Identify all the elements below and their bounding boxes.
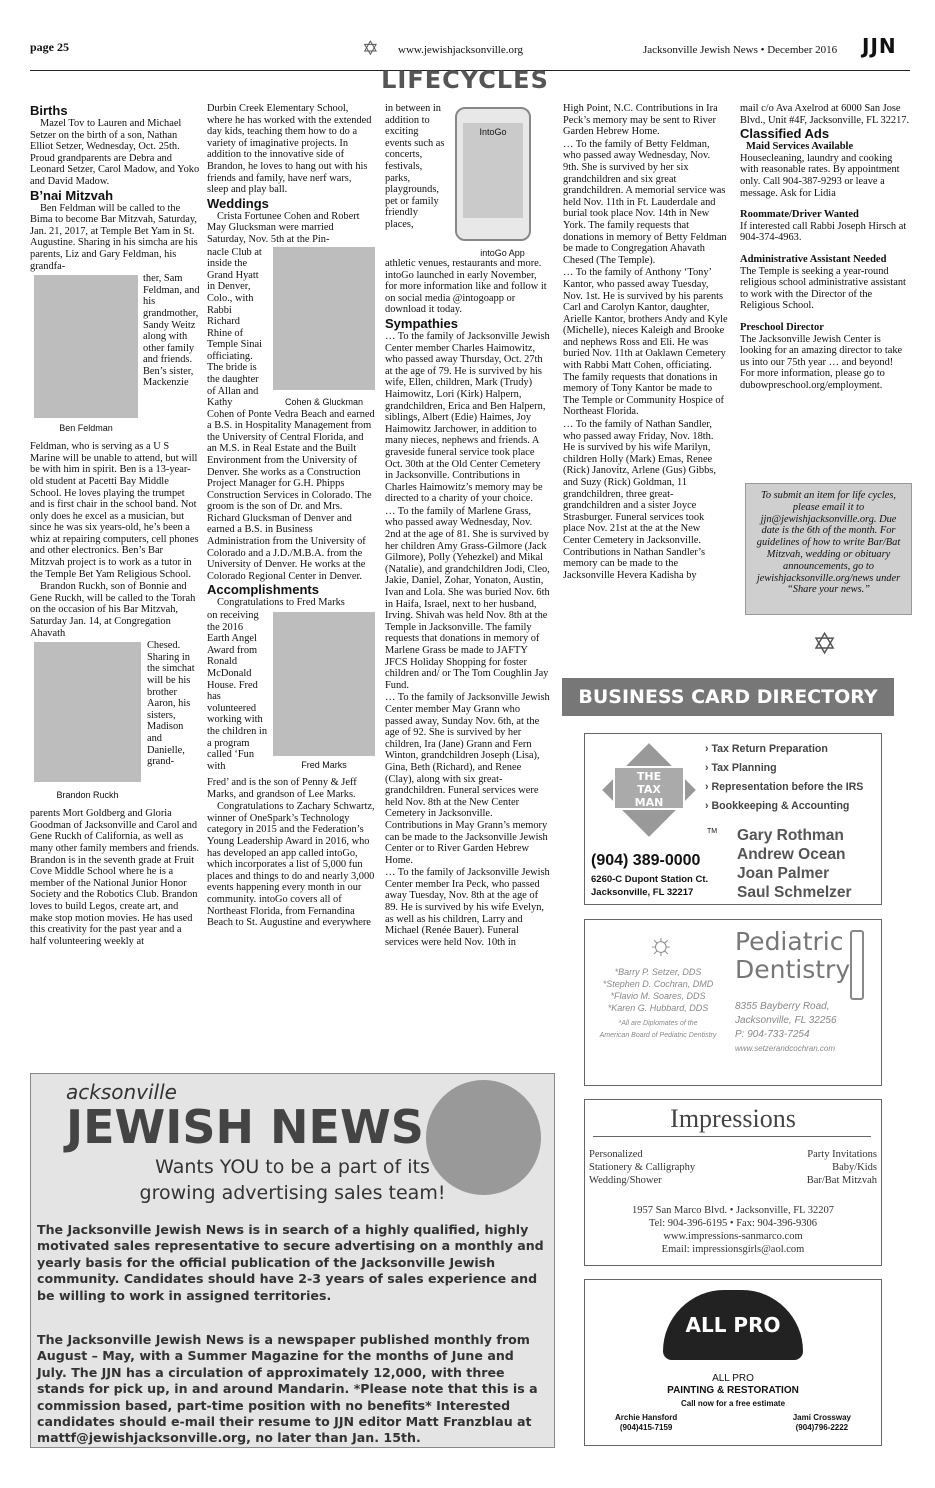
dentist-list — [589, 966, 727, 1042]
contact-name: Jami Crossway — [792, 1413, 851, 1422]
dentist-phone: P: 904-733-7254 — [735, 1029, 810, 1040]
impressions-card[interactable] — [584, 1099, 882, 1266]
ben-photo-block — [30, 273, 200, 441]
sympathy-grass: … To the family of Marlene Grass, who passed away Wednesday, Nov. 2nd at the age of 81. She is survived by her children Amy Grass-Gilmore (Jack Gilmore), Polly (Yehezkel) and Mikal (Natalie), and grandchildren Jodi, Cleo, Jakie, Daniel, Zohar, Yonaton, Austin, Ivan and Lola. She was buried Nov. 6th in Haifa, Israel, next to her husband, Irving. Shivah was held Nov. 8th at the Temple in Jacksonville. The family requests that donations in memory of Marlene Grass be made to JAFTY JFCS Holiday Shopping for foster children and/ or The Tom Coughlin Jay Fund. — [385, 505, 550, 691]
dentist-address-2: Jacksonville, FL 32256 — [735, 1015, 837, 1026]
impressions-title: Impressions — [670, 1104, 796, 1133]
brandon-continued: Durbin Creek Elementary School, where he has worked with the extended day kids, teaching them how to do a variety of imaginative projects. In addition to the innovative side of Brandon, he loves to hang out with his friends and family, have nerf wars, sleep and play ball. — [207, 103, 372, 196]
impressions-service: Baby/Kids — [832, 1162, 877, 1173]
wedding-text-bottom: Cohen of Ponte Vedra Beach and earned a B.S. in Hospitality Management from the University of Central Florida, and an M.S. in Real Estate and the Built Environment from the University of Denver. She works as a Construction Project Manager for G.H. Phipps Construction Services in Colorado. The groom is the son of Dr. and Mrs. Richard Glucksman of Denver and earned a B.S. in Business Administration from the University of Colorado and a J.D./M.B.A. from the University of Denver. He works at the Colorado Regional Center in Denver. — [207, 408, 375, 582]
tax-services-list — [705, 740, 881, 816]
column-3 — [385, 103, 550, 949]
wedding-text-top: Crista Fortunee Cohen and Robert May Glucksman were married Saturday, Nov. 5th at the Pin- — [207, 210, 360, 245]
all-pro-logo: ALL PRO — [663, 1290, 803, 1360]
logo-tax: TAX — [637, 783, 661, 796]
tax-names — [737, 826, 852, 902]
maid-heading: Maid Services Available — [746, 141, 854, 153]
admin-text: The Temple is seeking a year-round religious school administrative assistant to work with the Director of the Religious School. — [740, 265, 906, 312]
pediatric-title-1: Pediatric — [735, 927, 844, 956]
ad-brand-line-2: JEWISH NEWS — [66, 1100, 424, 1154]
all-pro-sub: PAINTING & RESTORATION — [667, 1385, 799, 1396]
impressions-email[interactable]: Email: impressionsgirls@aol.com — [661, 1244, 805, 1255]
dentist-name: *Karen G. Hubbard, DDS — [607, 1003, 709, 1013]
dentist-name: *Barry P. Setzer, DDS — [614, 967, 702, 977]
sympathy-haimowitz: … To the family of Jacksonville Jewish Center member Charles Haimowitz, who passed away Thursday, Oct. 27th at the age of 79. He is survived by his wife, Ellen, children, Mark (Trudy) Haimowitz, Lori (Kirk) Halpern, grandchildren, Erica and Ben Halpern, siblings, Albert (Edie) Haimes, Joy Haimowitz Jarchower, in addition to many nieces, nephews and friends. A graveside funeral service took place Oct. 30th at the Old Center Cemetery in Jacksonville. Contributions in Charles Haimowitz’s memory may be directed to a charity of your choice. — [385, 330, 550, 505]
service-item: › Tax Return Preparation — [705, 743, 828, 755]
zachary-text: Congratulations to Zachary Schwartz, winner of OneSpark’s Technology category in 2015 and the Federation’s Young Leadership Award in 2016, who has developed an app called intoGo, which incorporates a list of 5,000 fun places and things to do and nearly 3,000 events happening every month in our community. intoGo covers all of Northeast Florida, from Fernandina Beach to St. Augustine and everywhere — [207, 801, 375, 929]
tax-address-1: 6260-C Dupont Station Ct. — [591, 874, 709, 885]
impressions-left-list — [589, 1148, 695, 1187]
ad-headline-1: Wants YOU to be a part of its — [155, 1156, 430, 1178]
sympathy-grann: … To the family of Jacksonville Jewish Center member May Grann who passed away, Sunday Nov. 6th, at the age of 92. She is survived by her children, Ira (Jane) Grann and Fern Winton, grandchildren Joseph (Lisa), Gina, Beth (Richard), and Renee (Clay), along with six great-grandchildren. Funeral services were held Nov. 8th at the New Center Cemetery in Jacksonville. Contributions in May Grann’s memory can be made to the Jacksonville Jewish Center or to River Garden Hebrew Home. — [385, 692, 550, 866]
ad-brand-line-1: acksonville — [66, 1080, 177, 1104]
column-2 — [207, 103, 375, 930]
sympathy-kantor: … To the family of Anthony ‘Tony’ Kantor, who passed away Tuesday, Nov. 1st. He is survived by his parents Carl and Carolyn Kantor, daughter, Arielle Kantor, brothers Andy and Kyle (Michelle), nieces Kaleigh and Brooke and nephews Ross and Eli. He was buried Nov. 11th at Oaklawn Cemetery with Rabbi Matt Cohen, officiating. The family requests that donations in memory of Tony Kantor be made to The Temple or Community Hospice of Northeast Florida. — [563, 267, 728, 418]
sun-icon: ☼ — [647, 928, 675, 961]
toothbrush-icon — [850, 930, 864, 1000]
impressions-right-list — [807, 1148, 877, 1187]
dentist-address-1: 8355 Bayberry Road, — [735, 1001, 830, 1012]
ben-text-bottom: Feldman, who is serving as a U S Marine will be unable to attend, but will be with him in spirit. Ben is a 13-year-old student at Pacetti Bay Middle School. He loves playing the trumpet and is first chair in the school band. Not only does he excel as a musician, but since he was six years-old, he’s been a whiz at repairing computers, cell phones and other electronics. Ben’s Bar Mitzvah project is to work as a tutor in the Temple Bet Yam Religious School. — [30, 441, 199, 580]
fred-caption: Fred Marks — [301, 760, 347, 771]
phone-screen: IntoGo — [463, 123, 523, 218]
tax-man-logo-text — [613, 766, 685, 810]
app-text-side: in between in addition to exciting events such as concerts, festivals, parks, playgrounds, pet or family friendly places, — [385, 103, 445, 230]
ben-text-top: Ben Feldman will be called to the Bima to become Bar Mitzvah, Saturday, Jan. 21, 2017, at Temple Bet Yam in St. Augustine. Sharing in his simcha are his parents, Liz and Gary Feldman, his grandfa- — [30, 202, 198, 272]
births-heading: Births — [30, 103, 68, 118]
accomplishments-text-side: on receiving the 2016 Earth Angel Award from Ronald McDonald House. Fred has volunteered working with the children in a program called ‘Fun with — [207, 610, 268, 772]
dentist-website[interactable]: www.setzerandcochran.com — [735, 1044, 836, 1053]
impressions-service: Wedding/Shower — [589, 1175, 662, 1186]
contact-name: Archie Hansford — [615, 1413, 678, 1422]
admin-heading: Administrative Assistant Needed — [740, 253, 887, 265]
ad-headline-2: growing advertising sales team! — [139, 1182, 446, 1204]
bnai-mitzvah-heading: B’nai Mitzvah — [30, 187, 114, 203]
intogo-phone-image — [455, 107, 531, 241]
column-5 — [740, 103, 910, 392]
tax-name: Gary Rothman — [737, 827, 844, 844]
accomplishments-text-bottom: Fred’ and is the son of Penny & Jeff Marks, and grandson of Lee Marks. — [207, 777, 357, 800]
brandon-photo-block — [30, 640, 200, 808]
peck-continued: High Point, N.C. Contributions in Ira Peck’s memory may be sent to River Garden Hebrew Home. — [563, 103, 718, 138]
star-of-david-icon: ✡ — [812, 628, 838, 661]
ben-feldman-photo — [34, 275, 138, 418]
diplomate-note-2: American Board of Pediatric Dentistry — [599, 1032, 717, 1039]
pediatric-title — [735, 928, 850, 984]
impressions-service: Party Invitations — [807, 1149, 877, 1160]
star-of-david-icon: ✡ — [362, 38, 379, 60]
tax-name: Joan Palmer — [737, 865, 830, 882]
ad-paragraph-1: The Jacksonville Jewish News is in search of a highly qualified, highly motivated sales representative to secure advertising on a monthly and yearly basis for the official publication of the Jacksonville Jewish community. Candidates should have 2-3 years of sales experience and be willing to work in assigned territories. — [37, 1222, 544, 1303]
tax-name: Saul Schmelzer — [737, 884, 852, 901]
sympathy-peck: … To the family of Jacksonville Jewish Center member Ira Peck, who passed away Tuesday, Nov. 8th at the age of 89. He is survived by his wife Evelyn, as well as his children, Larry and Michael (Renée Bauer). Funeral services were held Nov. 10th in — [385, 867, 550, 948]
column-4 — [563, 103, 728, 582]
header-url[interactable]: www.jewishjacksonville.org — [398, 44, 523, 56]
service-item: › Tax Planning — [705, 762, 777, 774]
jjn-sales-ad — [30, 1073, 555, 1448]
impressions-service: Bar/Bat Mitzvah — [806, 1175, 877, 1186]
wedding-photo-block — [207, 247, 375, 409]
app-caption: intoGo App — [480, 248, 525, 258]
service-label: Bookkeeping & Accounting — [711, 800, 850, 812]
service-item: › Representation before the IRS — [705, 781, 864, 793]
maid-text: Housecleaning, laundry and cooking with reasonable rates. By appointment only. Call 904-387-9293 or leave a message. Ask for Lidia — [740, 152, 900, 199]
submit-info-text: To submit an item for life cycles, please email it to jjn@jewishjacksonville.org. Due date is the 6th of the month. For guidelines of how to write Bar/Bat Mitzvah, wedding or obituary announcements, go to jewishjacksonville.org/news under “Share your news.” — [756, 490, 901, 596]
page-number: page 25 — [30, 40, 69, 54]
section-title: LIFECYCLES — [381, 66, 549, 94]
weddings-heading: Weddings — [207, 195, 269, 211]
preschool-heading: Preschool Director — [740, 321, 824, 333]
accomplishments-text-top: Congratulations to Fred Marks — [217, 597, 345, 609]
sympathy-sandler: … To the family of Nathan Sandler, who passed away Friday, Nov. 18th. He is survived by his wife Marilyn, children Holly (Mark) Emas, Renee (Rick) Janovitz, Arlene (Gus) Gibbs, and Suzy (Rick) Goldman, 11 grandchildren, three great-grandchildren and a sister Joyce Strasburger. Funeral services took place Nov. 21st at the at the New Center Cemetery in Jacksonville. Contributions in Nathan Sandler’s memory can be made to the Jacksonville Hevera Kadisha by — [563, 419, 716, 581]
service-item: › Bookkeeping & Accounting — [705, 800, 850, 812]
wedding-caption: Cohen & Gluckman — [284, 396, 364, 407]
service-label: Representation before the IRS — [711, 781, 864, 793]
jjn-logo: JJN — [862, 34, 897, 58]
all-pro-name: ALL PRO — [712, 1373, 754, 1384]
impressions-divider — [593, 1136, 871, 1137]
tax-phone: (904) 389-0000 — [591, 852, 701, 869]
fred-marks-photo — [273, 612, 375, 756]
all-pro-card[interactable] — [584, 1279, 882, 1446]
app-block — [385, 103, 550, 258]
tax-address-2: Jacksonville, FL 32217 — [591, 887, 694, 898]
header-title: Jacksonville Jewish News • December 2016 — [643, 44, 838, 56]
all-pro-contact-2 — [793, 1413, 851, 1433]
logo-the: THE — [636, 770, 662, 783]
sympathy-feldman: … To the family of Betty Feldman, who passed away Wednesday, Nov. 9th. She is survived by her six grandchildren and six great grandchildren. A memorial service was held Nov. 11th in Ft. Lauderdale and burial took place Nov. 14th in New York. The family requests that donations in memory of Betty Feldman be made to Congregation Ahavath Chesed (The Temple). — [563, 138, 727, 266]
wedding-text-side: nacle Club at inside the Grand Hyatt in Denver, Colo., with Rabbi Richard Rhine of Temple Sinai officiating. The bride is the daughter of Allan and Kathy — [207, 246, 262, 409]
births-text: Mazel Tov to Lauren and Michael Setzer on the birth of a son, Nathan Elliot Setzer, Wednesday, Oct. 25th. Proud grandparents are Debra and Leonard Setzer, Carol Madow, and Yoko and David Madow. — [30, 118, 200, 187]
roommate-heading: Roommate/Driver Wanted — [740, 209, 859, 221]
service-label: Tax Planning — [711, 762, 777, 774]
sandler-continued: mail c/o Ava Axelrod at 6000 San Jose Blvd., Unit #4F, Jacksonville, FL 32217. — [740, 103, 910, 126]
contact-phone: (904)796-2222 — [795, 1423, 849, 1432]
ad-paragraph-2: The Jacksonville Jewish News is a newspaper published monthly from August – May, with a Summer Magazine for the months of June and July. The JJN has a circulation of approximately 12,000, with three stands for pick up, in and around Mandarin. *Please note that this is a commission based, part-time position with no benefits* Interested candidates should e-mail their resume to JJN editor Matt Franzblau at mattf@jewishjacksonville.org, no later than Jan. 15th. — [37, 1332, 538, 1446]
tax-man-tm: TM — [707, 828, 718, 835]
brandon-text-bottom: parents Mort Goldberg and Gloria Goodman of Jacksonville and Carol and Gene Ruckh of California, as well as many other family members and friends. Brandon is in the seventh grade at Fruit Cove Middle School where he is a member of the National Junior Honor Society and the Robotics Club. Brandon loves to build Legos, create art, and make stop motion movies. He has used this creativity for the past year and a half volunteering weekly at — [30, 808, 200, 947]
accomplishments-heading: Accomplishments — [207, 582, 319, 598]
logo-man: MAN — [634, 796, 664, 809]
impressions-phone: Tel: 904-396-6195 • Fax: 904-396-9306 — [648, 1218, 817, 1229]
business-directory-banner: BUSINESS CARD DIRECTORY — [562, 678, 894, 716]
ben-caption: Ben Feldman — [59, 423, 113, 434]
impressions-website[interactable]: www.impressions-sanmarco.com — [663, 1231, 803, 1242]
classified-heading: Classified Ads — [740, 126, 830, 142]
ben-text-side: ther, Sam Feldman, and his grandmother, Sandy Weitz along with other family and friends. Ben’s sister, Mackenzie — [143, 273, 200, 389]
contact-phone: (904)415-7159 — [619, 1423, 673, 1432]
fred-photo-block — [207, 610, 375, 777]
sympathies-heading: Sympathies — [385, 315, 458, 331]
brandon-text-top: Brandon Ruckh, son of Bonnie and Gene Ruckh, will be called to the Torah on the occasion of his Bar Mitzvah, Saturday Jan. 14, at Congregation Ahavath — [30, 581, 196, 639]
tax-name: Andrew Ocean — [737, 846, 846, 863]
submit-info-box — [745, 483, 912, 615]
column-1 — [30, 103, 200, 948]
dentist-contact — [735, 1000, 837, 1056]
impressions-service: Stationery & Calligraphy — [589, 1162, 696, 1173]
roommate-text: If interested call Rabbi Joseph Hirsch at 904-374-4963. — [740, 220, 907, 244]
pediatric-dentistry-card[interactable] — [584, 919, 882, 1086]
diplomate-note-1: *All are Diplomates of the — [618, 1020, 698, 1027]
service-label: Tax Return Preparation — [711, 743, 828, 755]
tax-man-card[interactable] — [584, 733, 882, 905]
impressions-contact — [585, 1204, 881, 1256]
impressions-service: Personalized — [589, 1149, 643, 1160]
brandon-caption: Brandon Ruckh — [56, 790, 119, 801]
ad-brand — [66, 1080, 424, 1154]
all-pro-call: Call now for a free estimate — [680, 1399, 786, 1408]
cohen-gluckman-photo — [273, 247, 375, 390]
brandon-ruckh-photo — [34, 642, 141, 782]
dentist-name: *Stephen D. Cochran, DMD — [602, 979, 714, 989]
brandon-text-side: Chesed. Sharing in the simchat will be his brother Aaron, his sisters, Madison and Danielle, grand- — [147, 640, 195, 768]
dentist-name: *Flavio M. Soares, DDS — [610, 991, 706, 1001]
app-text-bottom: athletic venues, restaurants and more. intoGo launched in early November, for more information like and follow it on social media @intogoapp or download it today. — [385, 258, 547, 316]
all-pro-contact-1 — [615, 1413, 677, 1433]
pediatric-title-2: Dentistry — [735, 955, 851, 984]
preschool-text: The Jacksonville Jewish Center is looking for an amazing director to take us into our 75th year … and beyond! For more information, please go to dubowpreschool.org/employment. — [740, 333, 903, 391]
impressions-address: 1957 San Marco Blvd. • Jacksonville, FL 32207 — [632, 1205, 834, 1216]
